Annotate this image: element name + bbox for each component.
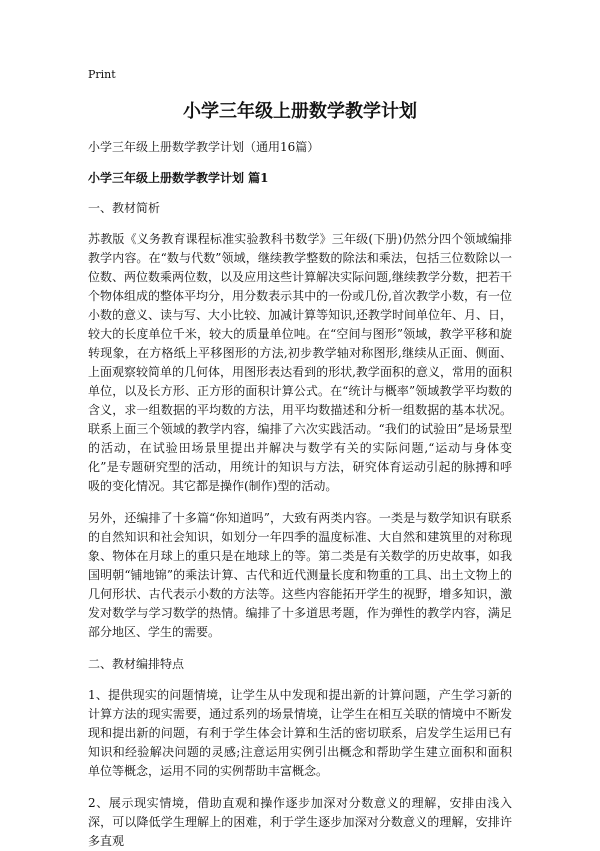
paragraph-3: 1、提供现实的问题情境，让学生从中发现和提出新的计算问题，产生学习新的计算方法的现实需要，通过系列的场景情境，让学生在相互关联的情境中不断发现和提出新的问题，有利于学生体会计算和生活的密切联系，启发学生运用已有知识和经验解决问题的灵感;注意运用实例引出概念和帮助学生建立面积和面积单位等概念，运用不同的实例帮助丰富概念。 [88, 688, 512, 778]
heading-textbook-features: 二、教材编排特点 [88, 657, 185, 671]
section-heading: 小学三年级上册数学教学计划 篇1 [88, 171, 269, 185]
paragraph-2: 另外，还编排了十多篇“你知道吗”，大致有两类内容。一类是与数学知识有联系的自然知识和社会知识，如划分一年四季的温度标准、大自然和建筑里的对称现象、物体在月球上的重只是在地球上的等。第二类是有关数学的历史故事，如我国明朝“铺地锦”的乘法计算、古代和近代测量长度和物重的工具、出土文物上的几何形状、古代表示小数的方法等。这些内容能拓开学生的视野，增多知识，激发对数学与学习数学的热情。编排了十多道思考题，作为弹性的教学内容，满足部分地区、学生的需要。 [88, 511, 512, 639]
paragraph-1: 苏教版《义务教育课程标准实验教科书数学》三年级(下册)仍然分四个领域编排教学内容。在“数与代数”领域，继续教学整数的除法和乘法，包括三位数除以一位数、两位数乘两位数，以及应用这些计算解决实际问题,继续教学分数，把若干个物体组成的整体平均分，用分数表示其中的一份或几份,首次教学小数，有一位小数的意义、读与写、大小比较、加减计算等知识,还教学时间单位年、月、日，较大的长度单位千米，较大的质量单位吨。在“空间与图形”领域，教学平移和旋转现象，在方格纸上平移图形的方法,初步教学轴对称图形,继续从正面、侧面、上面观察较简单的几何体，用图形表达看到的形状,教学面积的意义，常用的面积单位，以及长方形、正方形的面积计算公式。在“统计与概率”领域教学平均数的含义，求一组数据的平均数的方法，用平均数描述和分析一组数据的基本状况。联系上面三个领域的教学内容，编排了六次实践活动。“我们的试验田”是场景型的活动，在试验田场景里提出并解决与数学有关的实际问题,“运动与身体变化”是专题研究型的活动，用统计的知识与方法，研究体育运动引起的脉搏和呼吸的变化情况。其它都是操作(制作)型的活动。 [88, 232, 512, 493]
document-subtitle: 小学三年级上册数学教学计划（通用16篇） [88, 140, 320, 154]
heading-textbook-analysis: 一、教材简析 [88, 201, 161, 215]
print-label[interactable]: Print [88, 68, 116, 81]
page-title: 小学三年级上册数学教学计划 [183, 101, 417, 122]
paragraph-4: 2、展示现实情境，借助直观和操作逐步加深对分数意义的理解，安排由浅入深，可以降低学生理解上的困难，利于学生逐步加深对分数意义的理解，安排许多直观 [88, 796, 512, 848]
